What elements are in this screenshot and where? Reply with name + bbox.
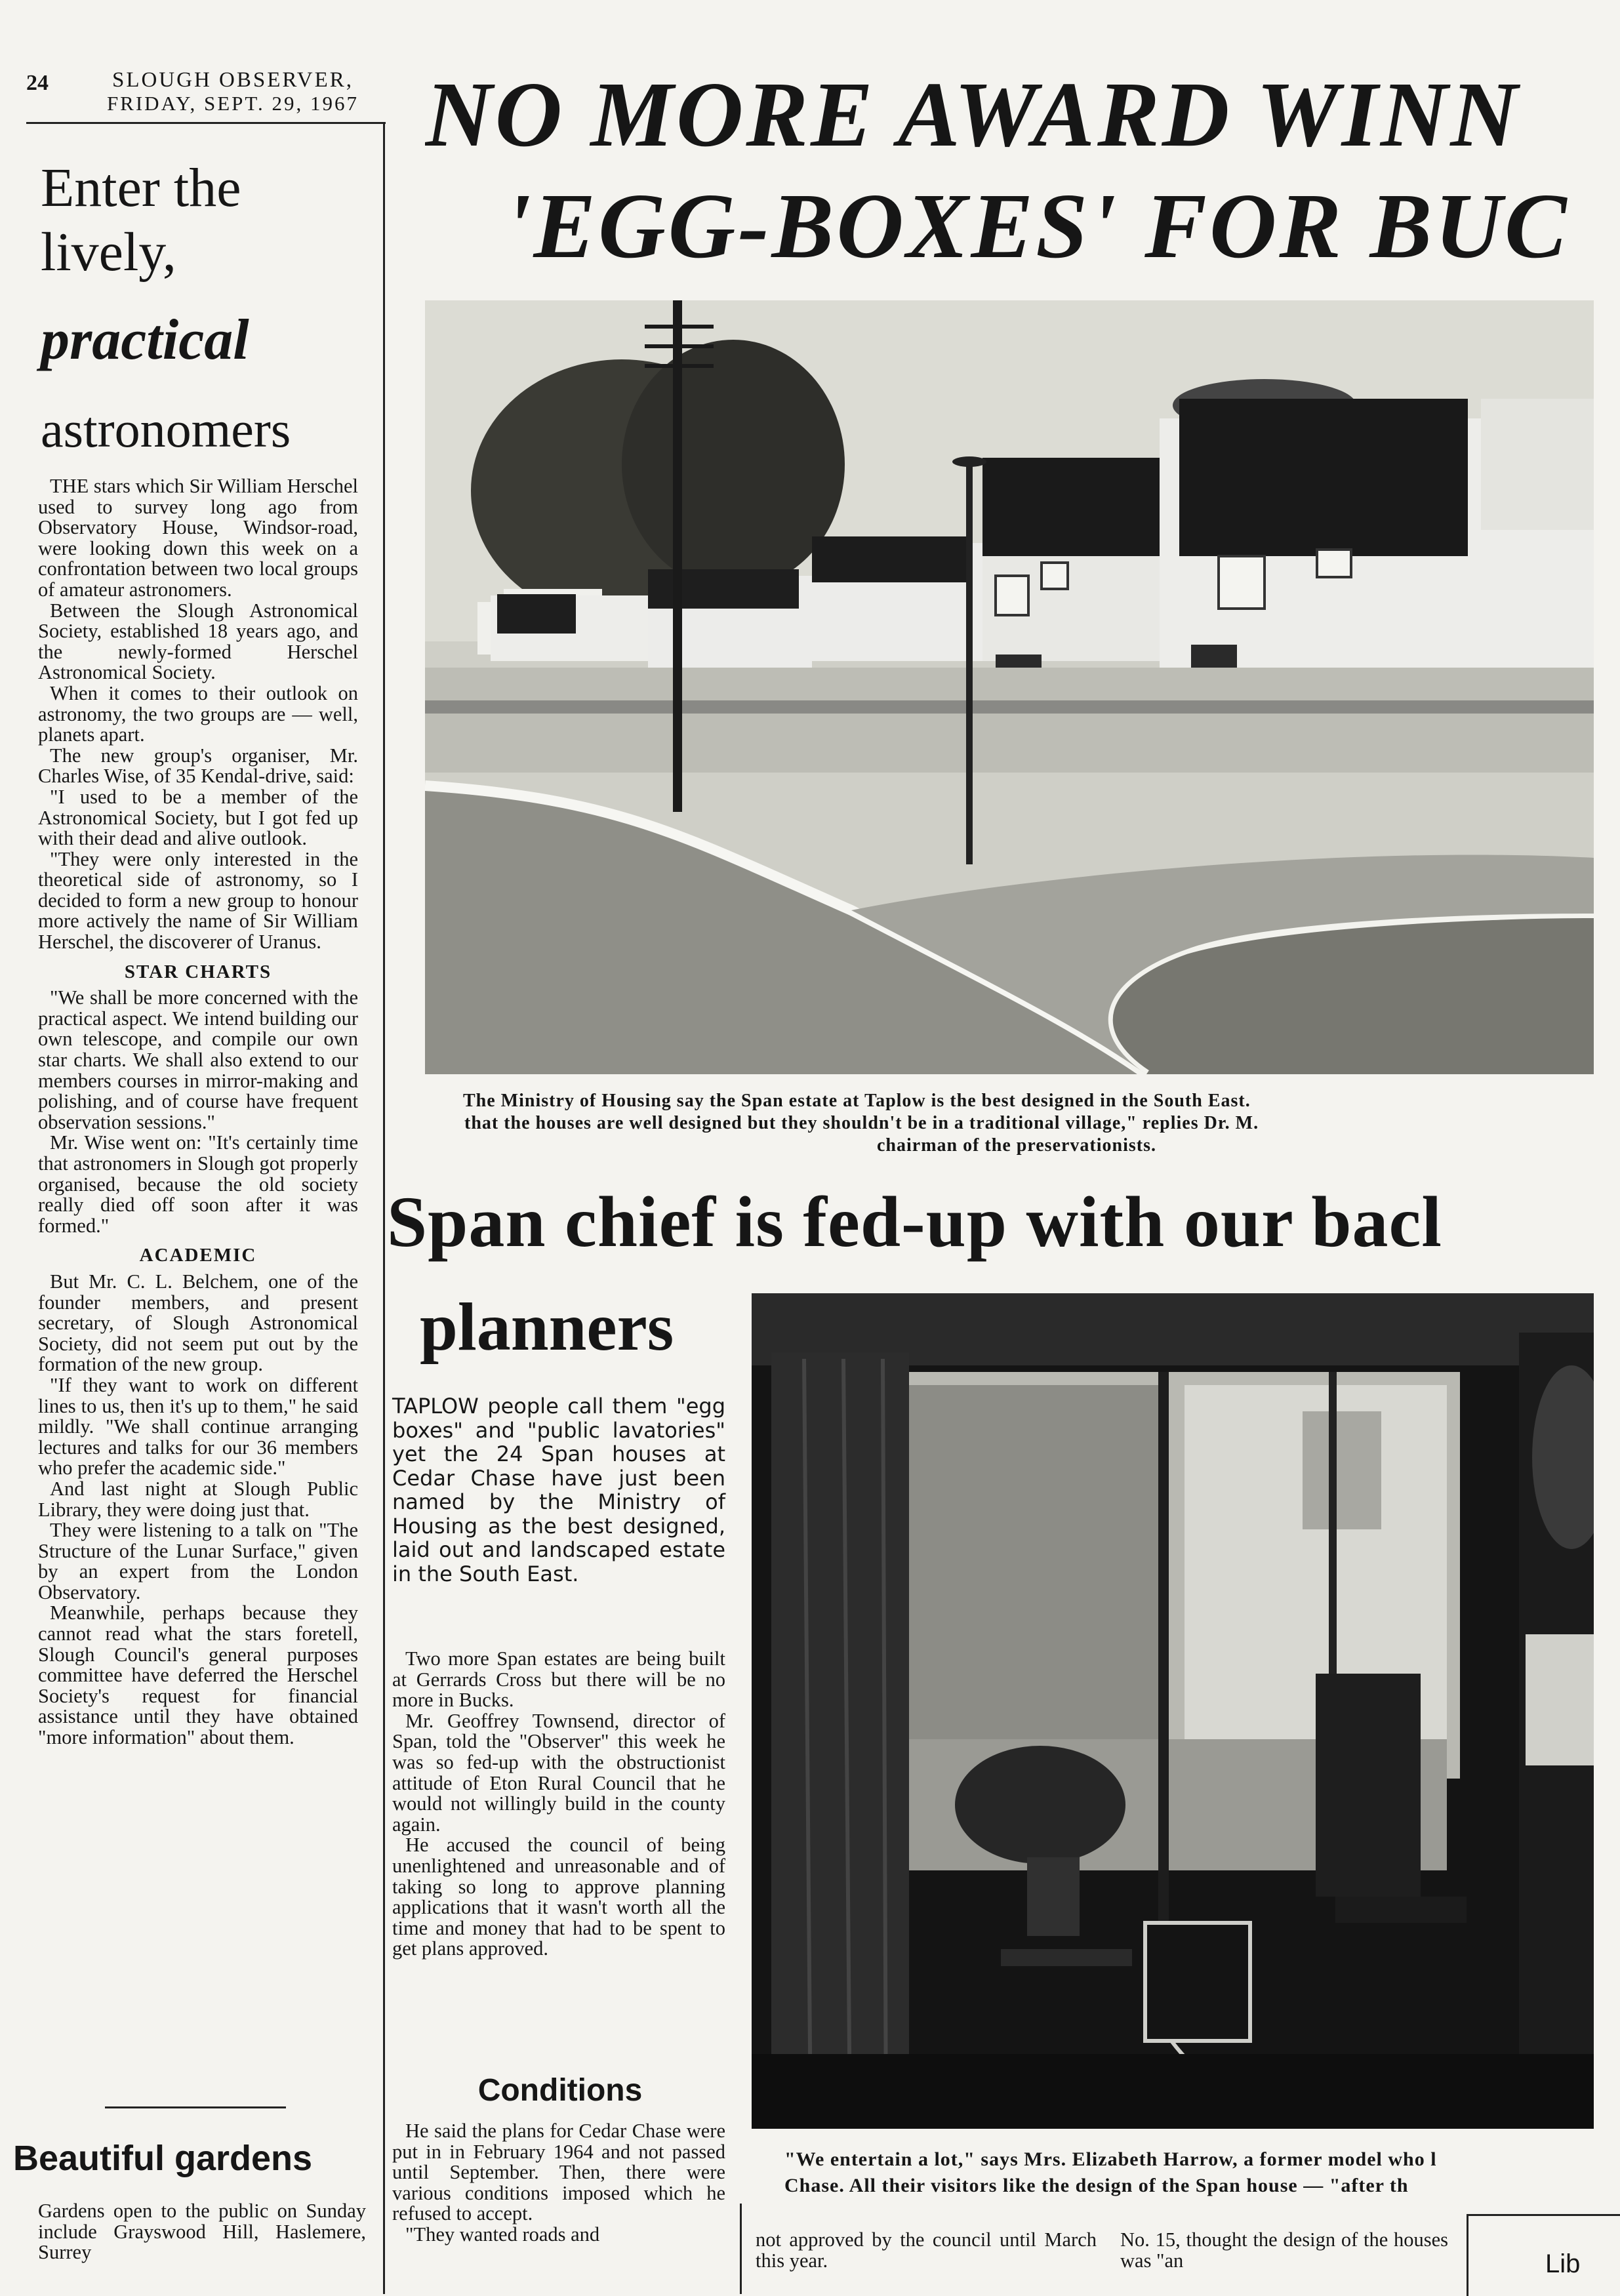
astronomers-headline-line-3: practical (41, 308, 249, 372)
article-paragraph: THE stars which Sir William Herschel used to survey long ago from Observatory House, Windsor-road, were looking down this week on a confrontation between two local groups of amateur astronomers. (38, 475, 359, 601)
adjacent-article-box (1467, 2214, 1620, 2296)
article-paragraph: Two more Span estates are being built at Gerrards Cross but there will be no more in Bucks. (392, 1647, 725, 1712)
article-paragraph: "I used to be a member of the Astronomical Society, but I got fed up with their dead and alive outlook. (38, 785, 358, 850)
astronomers-headline-line-4: astronomers (41, 401, 291, 458)
article-paragraph: When it comes to their outlook on astronomy, the two groups are — well, planets apart. (38, 681, 358, 746)
astronomers-section-1 (38, 476, 358, 953)
estate-photo-illustration (425, 300, 1594, 1074)
estate-photo-caption-line-3: chairman of the preservationists. (877, 1135, 1156, 1156)
astronomers-headline-line-2: lively, (41, 222, 176, 283)
subhead-conditions: Conditions (477, 2073, 643, 2108)
article-paragraph: Mr. Wise went on: "It's certainly time that astronomers in Slough got properly organised, because the old society really died off soon after it was formed." (38, 1131, 358, 1237)
astronomers-section-2 (38, 988, 358, 1236)
span-article-next-column-2: No. 15, thought the design of the houses was "an (1120, 2228, 1448, 2272)
article-paragraph: They were listening to a talk on "The Structure of the Lunar Surface," given by an expert from the London Observatory. (38, 1519, 358, 1603)
span-headline-line-2: planners (420, 1289, 674, 1365)
masthead-rule (26, 122, 386, 124)
article-paragraph: Mr. Geoffrey Townsend, director of Span, told the "Observer" this week he was so fed-up with the obstructionist attitude of Eton Rural Council that he would not willingly build in the county again. (392, 1709, 725, 1836)
article-paragraph: Between the Slough Astronomical Society, established 18 years ago, and the newly-formed Herschel Astronomical Society. (38, 599, 358, 684)
span-article-continuation (392, 2121, 725, 2246)
newspaper-name: SLOUGH OBSERVER, (111, 68, 354, 92)
gardens-text: Gardens open to the public on Sunday include Grayswood Hill, Haslemere, Surrey (38, 2200, 366, 2264)
interior-photo-caption-line-1: "We entertain a lot," says Mrs. Elizabeth Harrow, a former model who l (784, 2148, 1437, 2170)
astronomers-article-body (38, 476, 358, 1748)
astronomers-section-3 (38, 1272, 358, 1748)
span-article-body (392, 1649, 725, 1960)
estate-photo-caption-line-2: that the houses are well designed but they shouldn't be in a traditional village," replies Dr. M. (464, 1113, 1259, 1133)
article-paragraph: The new group's organiser, Mr. Charles Wise, of 35 Kendal-drive, said: (38, 744, 358, 788)
article-paragraph: "If they want to work on different lines to us, then it's up to them," he said mildly. "We shall continue arranging lectures and talks for our 36 members who prefer the academic side." (38, 1373, 358, 1480)
gardens-headline: Beautiful gardens (13, 2139, 313, 2178)
article-paragraph: And last night at Slough Public Library, they were doing just that. (38, 1477, 358, 1521)
article-paragraph: But Mr. C. L. Belchem, one of the founder members, and present secretary, of Slough Astronomical Society, did not seem put out by the formation of the new group. (38, 1270, 358, 1376)
article-paragraph: "They were only interested in the theoretical side of astronomy, so I decided to form a new group to honour more actively the name of Sir William Herschel, the discoverer of Uranus. (38, 847, 358, 954)
adjacent-article-text: Lib (1545, 2249, 1581, 2278)
subhead-star-charts: STAR CHARTS (124, 961, 272, 982)
astronomers-headline-line-1: Enter the (41, 157, 241, 218)
article-paragraph: "They wanted roads and (405, 2223, 600, 2246)
article-paragraph: He accused the council of being unenlightened and unreasonable and of taking so long to approve planning applications that it wasn't worth all the time and money that had to be spent to get plans approved. (392, 1834, 725, 1960)
span-article-next-column: not approved by the council until March this year. (756, 2228, 1097, 2272)
interior-photo-caption-line-2: Chase. All their visitors like the design of the Span house — "after th (784, 2175, 1409, 2196)
page-number: 24 (26, 71, 49, 95)
main-headline-line-2: 'EGG-BOXES' FOR BUC (505, 174, 1569, 277)
span-headline-line-1: Span chief is fed-up with our bacl (387, 1182, 1442, 1262)
span-estate-photo (425, 300, 1594, 1074)
estate-photo-caption-line-1: The Ministry of Housing say the Span estate at Taplow is the best designed in the South East. (463, 1091, 1251, 1111)
span-article-lead (392, 1394, 725, 1586)
main-headline-line-1: NO MORE AWARD WINN (425, 62, 1520, 166)
issue-date: FRIDAY, SEPT. 29, 1967 (106, 92, 359, 115)
article-paragraph: "We shall be more concerned with the practical aspect. We intend building our own telescope, and compile our own star charts. We shall also extend to our members courses in mirror-making and polishing, and of course have frequent observation sessions." (38, 986, 358, 1133)
subhead-academic: ACADEMIC (139, 1245, 257, 1266)
column-rule (740, 2204, 742, 2294)
span-interior-photo (752, 1293, 1594, 2129)
article-paragraph: He said the plans for Cedar Chase were put in in February 1964 and not passed until September. Then, there were various conditions imposed which he refused to accept. (392, 2120, 725, 2225)
interior-photo-illustration (752, 1293, 1594, 2129)
article-paragraph: Meanwhile, perhaps because they cannot read what the stars foretell, Slough Council's general purposes committee have deferred the Herschel Society's request for financial assistance until they have obtained "more information" about them. (38, 1601, 358, 1749)
article-end-rule (105, 2106, 286, 2108)
article-paragraph: TAPLOW people call them "egg boxes" and "public lavatories" yet the 24 Span houses at Cedar Chase have just been named by the Ministry of Housing as the best designed, laid out and landscaped estate in the South East. (392, 1394, 725, 1586)
